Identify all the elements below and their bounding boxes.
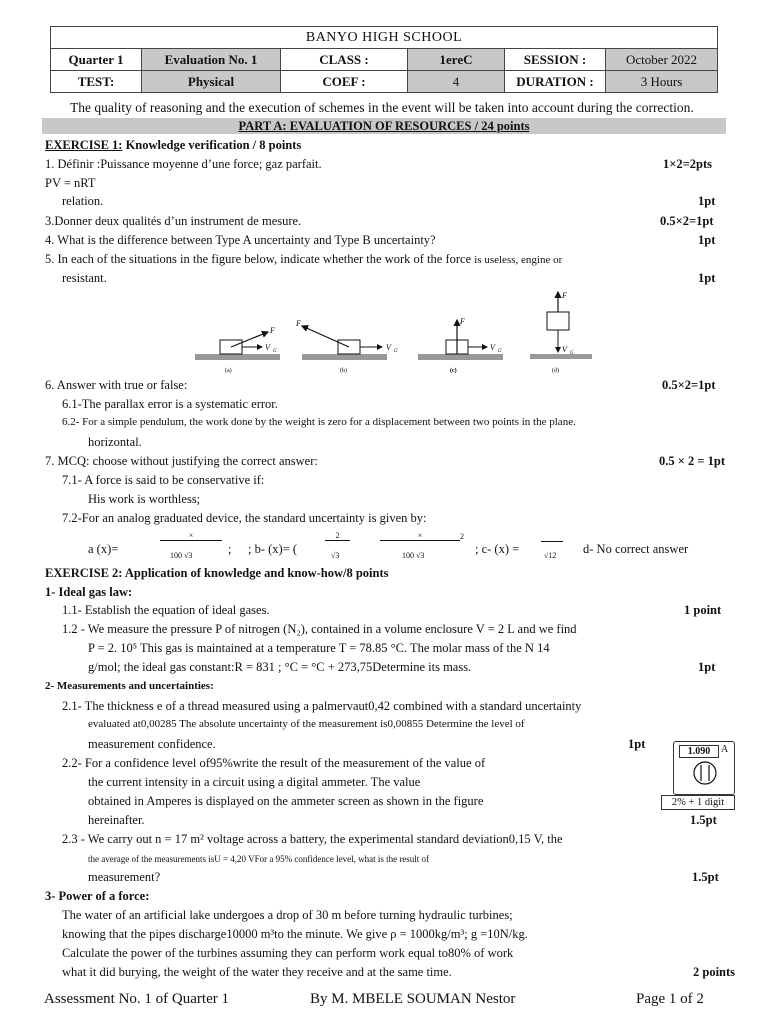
question-5-line-2: resistant. (62, 271, 107, 285)
mcq-option-b-exp: 2 (460, 532, 464, 541)
question-1-2-points: 1pt (698, 660, 716, 674)
question-6-points: 0.5×2=1pt (662, 378, 716, 392)
question-6-2-line-1: 6.2- For a simple pendulum, the work done by the weight is zero for a displacement between two points in the plane. (62, 416, 576, 428)
figure-a-g: G (273, 349, 277, 354)
school-name: BANYO HIGH SCHOOL (51, 27, 718, 49)
question-3: 3.Donner deux qualités d’un instrument de mesure. (45, 214, 302, 228)
mcq-option-c: ; c- (x) = (475, 542, 520, 556)
mcq-option-b-sq: 2 (325, 531, 350, 541)
header-table (50, 26, 718, 93)
duration-value: 3 Hours (606, 71, 718, 93)
question-2-formula: PV = nRT (45, 176, 96, 190)
question-2-2-points: 1.5pt (690, 813, 717, 827)
section-1-title: 1- Ideal gas law: (45, 585, 133, 599)
question-2-2-line-2: the current intensity in a circuit using a digital ammeter. The value (88, 775, 421, 789)
quarter-cell: Quarter 1 (51, 49, 142, 71)
mcq-option-d: d- No correct answer (583, 542, 689, 556)
question-2-3-small: the average of the measurements isU = 4,20 VFor a 95% confidence level, what is the result of (88, 854, 430, 864)
mcq-option-b-sqrt3: √3 (331, 551, 340, 560)
figure-d-v: V (562, 345, 567, 354)
figure-b-v: V (386, 343, 391, 352)
question-2-3-line-1: 2.3 - We carry out n = 17 m² voltage across a battery, the experimental standard deviation0,15 V, the (62, 832, 563, 846)
question-2-1-line-1: 2.1- The thickness e of a thread measured using a palmervaut0,42 combined with a standard uncertainty (62, 699, 582, 713)
question-2-points: 1pt (698, 194, 716, 208)
exercise-1-subtitle: Knowledge verification / 8 points (122, 138, 302, 152)
ammeter-accuracy-label: 2% + 1 digit (661, 795, 735, 810)
question-2-3-points: 1.5pt (692, 870, 719, 884)
figure-d-g: G (570, 351, 574, 356)
class-value: 1ereC (408, 49, 505, 71)
test-value: Physical (142, 71, 281, 93)
question-4-points: 1pt (698, 233, 716, 247)
figure-c-f: F (460, 317, 465, 326)
question-7-1-option: His work is worthless; (88, 492, 201, 506)
question-2-1-points: 1pt (628, 737, 646, 751)
figure-b-label: (b) (340, 368, 347, 374)
question-5-line-1 (45, 252, 562, 267)
question-3-points: 2 points (693, 965, 736, 979)
question-1-1-points: 1 point (684, 603, 722, 617)
figure-d-f: F (562, 291, 567, 300)
question-1-2-line-1: 1.2 - We measure the pressure P of nitrogen (N₂), contained in a volume enclosure V = 2 L and we find (62, 622, 577, 636)
mcq-option-b-denominator: 100 √3 (402, 551, 425, 560)
question-7-points: 0.5 × 2 = 1pt (659, 454, 725, 468)
question-6-2-line-2: horizontal. (88, 435, 142, 449)
figure-c-v: V (490, 343, 495, 352)
question-1-points: 1×2=2pts (663, 157, 712, 171)
question-7: 7. MCQ: choose without justifying the correct answer: (45, 454, 318, 468)
section-2-title: 2- Measurements and uncertainties: (45, 680, 214, 692)
ammeter-display: 1.090 (679, 745, 719, 758)
session-value: October 2022 (606, 49, 718, 71)
question-1-2-line-2: P = 2. 10⁵ This gas is maintained at a temperature T = 78.85 °C. The molar mass of the N 14 (88, 641, 550, 655)
figure-d-label: (d) (552, 368, 559, 374)
question-2-3-line-2 (88, 851, 429, 866)
force-figure (190, 286, 600, 378)
question-1: 1. Définir :Puissance moyenne d’une force; gaz parfait. (45, 157, 322, 171)
question-2-1-line-2: evaluated at0,00285 The absolute uncertainty of the measurement is0,00855 Determine the level of (88, 718, 525, 730)
part-a-heading: PART A: EVALUATION OF RESOURCES / 24 points (42, 118, 726, 134)
question-7-1: 7.1- A force is said to be conservative if: (62, 473, 265, 487)
mcq-option-c-denominator: √12 (544, 551, 557, 560)
session-label: SESSION : (505, 49, 606, 71)
evaluation-cell: Evaluation No. 1 (142, 49, 281, 71)
coef-value: 4 (408, 71, 505, 93)
class-label: CLASS : (281, 49, 408, 71)
figure-a-label: (a) (225, 368, 232, 374)
mcq-separator-1: ; (228, 542, 232, 556)
exercise-2-title: EXERCISE 2: Application of knowledge and know-how/8 points (45, 566, 389, 580)
question-2-1-line-3: measurement confidence. (88, 737, 216, 751)
exercise-1-title (45, 138, 301, 153)
mcq-option-a-denominator: 100 √3 (170, 551, 193, 560)
question-5-points: 1pt (698, 271, 716, 285)
question-6-1: 6.1-The parallax error is a systematic error. (62, 397, 278, 411)
question-2-2-line-1: 2.2- For a confidence level of95%write the result of the measurement of the value of (62, 756, 486, 770)
footer-author: By M. MBELE SOUMAN Nestor (310, 991, 516, 1007)
figure-a-v: V (265, 343, 270, 352)
mcq-option-c-bar (541, 531, 563, 542)
test-label: TEST: (51, 71, 142, 93)
footer-left: Assessment No. 1 of Quarter 1 (44, 991, 229, 1007)
question-2-2-line-3: obtained in Amperes is displayed on the ammeter screen as shown in the figure (88, 794, 484, 808)
figure-a-f: F (270, 326, 275, 335)
section-3-title: 3- Power of a force: (45, 889, 150, 903)
mcq-option-b-numerator: × (380, 531, 460, 541)
question-3-line-4: what it did burying, the weight of the water they receive and at the same time. (62, 965, 452, 979)
question-3-points: 0.5×2=1pt (660, 214, 714, 228)
mcq-option-a-numerator: × (160, 531, 222, 541)
question-1-1: 1.1- Establish the equation of ideal gases. (62, 603, 270, 617)
duration-label: DURATION : (505, 71, 606, 93)
ammeter-dial-icon (692, 760, 718, 786)
figure-c-g: G (498, 349, 502, 354)
question-2-2-line-4: hereinafter. (88, 813, 145, 827)
question-2-3-line-3: measurement? (88, 870, 161, 884)
question-3-line-3: Calculate the power of the turbines assuming they can perform work equal to80% of work (62, 946, 514, 960)
ammeter-unit: A (721, 744, 729, 755)
question-3-line-1: The water of an artificial lake undergoes a drop of 30 m before turning hydraulic turbines; (62, 908, 513, 922)
question-5-end: is useless, engine or (474, 254, 563, 266)
figure-a (195, 326, 280, 374)
figure-b-f: F (296, 319, 301, 328)
question-4: 4. What is the difference between Type A uncertainty and Type B uncertainty? (45, 233, 436, 247)
exercise-1-label: EXERCISE 1: (45, 138, 123, 152)
footer-page-number: Page 1 of 2 (636, 991, 704, 1007)
figure-c-label: (c) (450, 368, 457, 374)
mcq-option-b: ; b- (x)= ( (248, 542, 298, 556)
figure-d (530, 291, 592, 374)
question-6: 6. Answer with true or false: (45, 378, 188, 392)
question-7-2: 7.2-For an analog graduated device, the standard uncertainty is given by: (62, 511, 427, 525)
question-2-text: relation. (62, 194, 104, 208)
question-5-text: 5. In each of the situations in the figure below, indicate whether the work of the force (45, 252, 472, 266)
mcq-option-a: a (x)= (88, 542, 119, 556)
question-1-2-line-3: g/mol; the ideal gas constant:R = 831 ; °C = °C + 273,75Determine its mass. (88, 660, 472, 674)
question-3-line-2: knowing that the pipes discharge10000 m³to the minute. We give ρ = 1000kg/m³; g =10N/kg. (62, 927, 528, 941)
figure-b (295, 319, 398, 374)
figure-b-g: G (394, 349, 398, 354)
coef-label: COEF : (281, 71, 408, 93)
ammeter-figure (673, 741, 735, 795)
intro-note: The quality of reasoning and the execution of schemes in the event will be taken into account during the correction. (70, 100, 694, 115)
figure-c (418, 317, 503, 374)
